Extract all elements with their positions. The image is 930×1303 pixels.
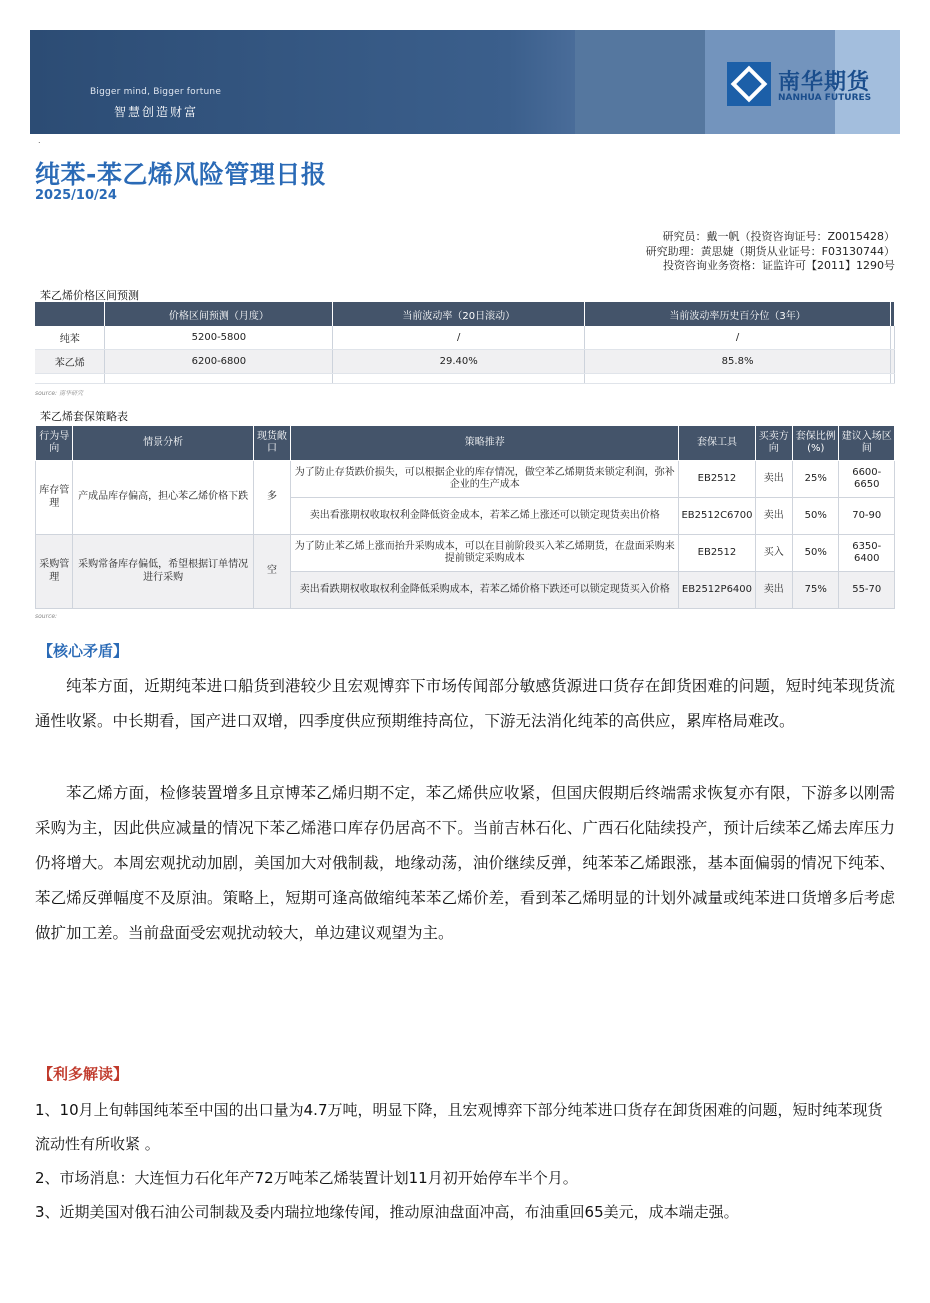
core-paragraph-styrene: 苯乙烯方面，检修装置增多且京博苯乙烯归期不定，苯乙烯供应收紧，但国庆假期后终端需求恢复亦有限，下游多以刚需采购为主，因此供应减量的情况下苯乙烯港口库存仍居高不下。当前吉林石化、广西石化陆续投产，预计后续苯乙烯去库压力仍将增大。本周宏观扰动加剧，美国加大对俄制裁，地缘动荡，油价继续反弹，纯苯苯乙烯跟涨，基本面偏弱的情况下纯苯、苯乙烯反弹幅度不及原油。策略上，短期可逢高做缩纯苯苯乙烯价差，看到苯乙烯明显的计划外减量或纯苯进口货增多后考虑做扩加工差。当前盘面受宏观扰动较大，单边建议观望为主。 [35,784,895,942]
column-header [35,302,105,326]
column-header: 当前波动率（20日滚动） [333,302,585,326]
price-forecast-table [35,302,895,384]
table-cell: 6350-6400 [839,535,895,572]
report-title: 纯苯-苯乙烯风险管理日报 [35,160,327,189]
license-line: 投资咨询业务资格：证监许可【2011】1290号 [663,259,895,272]
bullish-item: 2、市场消息：大连恒力石化年产72万吨苯乙烯装置计划11月初开始停车半个月。 [35,1169,578,1187]
nanhua-logo-icon [727,62,771,106]
column-header: 套保比例(%) [792,426,839,461]
strategy-table-label: 苯乙烯套保策略表 [40,410,128,423]
table-header-row [36,426,895,461]
table-cell: 75% [792,572,839,609]
table-cell: 70-90 [839,498,895,535]
table-header-row [35,302,895,326]
bullish-heading: 【利多解读】 [38,1065,129,1083]
table-cell: 卖出看跌期权收取权利金降低采购成本，若苯乙烯价格下跌还可以锁定现货买入价格 [291,572,679,609]
table-cell: EB2512 [679,461,755,498]
logo-text-chinese: 南华期货 [778,70,871,95]
column-header: 套保工具 [679,426,755,461]
table-cell: 卖出 [755,498,792,535]
bullish-item: 3、近期美国对俄石油公司制裁及委内瑞拉地缘传闻，推动原油盘面冲高，布油重回65美元，成本端走强。 [35,1203,739,1221]
table-cell: 卖出 [755,572,792,609]
table-cell: 6600-6650 [839,461,895,498]
slogan-chinese: 智慧创造财富 [114,105,199,119]
column-header: 策略推荐 [291,426,679,461]
table-cell: 卖出看涨期权收取权利金降低资金成本，若苯乙烯上涨还可以锁定现货卖出价格 [291,498,679,535]
author-info [646,230,895,274]
table-cell: 卖出 [755,461,792,498]
table-cell: 采购管理 [36,535,73,609]
header-banner [30,30,900,134]
table-cell: 产成品库存偏高，担心苯乙烯价格下跌 [73,461,253,535]
table-cell: 55-70 [839,572,895,609]
logo-text-english: NANHUA FUTURES [778,93,872,103]
core-heading: 【核心矛盾】 [38,642,129,660]
column-header: 买卖方向 [755,426,792,461]
table-cell: 6200-6800 [105,350,333,374]
table-cell: 29.40% [333,350,585,374]
column-header: 现货敞口 [253,426,290,461]
slogan-english: Bigger mind, Bigger fortune [90,87,222,97]
bullish-item: 1、10月上旬韩国纯苯至中国的出口量为4.7万吨，明显下降，且宏观博弈下部分纯苯进口货存在卸货困难的问题，短时纯苯现货流动性有所收紧 。 [35,1101,883,1153]
header-dot: . [38,136,41,145]
table-cell: 25% [792,461,839,498]
table-cell: 买入 [755,535,792,572]
table-row [36,535,895,572]
table-cell: 50% [792,535,839,572]
table-cell: 多 [253,461,290,535]
price-table-label: 苯乙烯价格区间预测 [40,289,139,302]
report-date: 2025/10/24 [35,188,117,203]
table-cell: 50% [792,498,839,535]
table-row [35,374,895,384]
strategy-table-source: source: [35,613,58,620]
price-table-source: source: 南华研究 [35,390,83,397]
table-cell: 纯苯 [35,326,105,350]
banner-stripe [575,30,705,134]
column-header: 情景分析 [73,426,253,461]
hedging-strategy-table [35,425,895,609]
column-header: 建议入场区间 [839,426,895,461]
table-cell: / [585,326,891,350]
assistant-line: 研究助理：黄思婕（期货从业证号：F03130744） [645,244,895,258]
column-header: 当前波动率历史百分位（3年） [585,302,891,326]
table-cell: 85.8% [585,350,891,374]
table-row [36,461,895,498]
core-paragraph-benzene: 纯苯方面，近期纯苯进口船货到港较少且宏观博弈下市场传闻部分敏感货源进口货存在卸货困难的问题，短时纯苯现货流通性收紧。中长期看，国产进口双增，四季度供应预期维持高位，下游无法消化纯苯的高供应，累库格局难改。 [35,677,895,730]
table-cell: 苯乙烯 [35,350,105,374]
table-cell: 库存管理 [36,461,73,535]
table-cell: 5200-5800 [105,326,333,350]
table-cell: 采购常备库存偏低，希望根据订单情况进行采购 [73,535,253,609]
table-cell: 为了防止存货跌价损失，可以根据企业的库存情况，做空苯乙烯期货来锁定利润，弥补企业的生产成本 [291,461,679,498]
column-header: 行为导向 [36,426,73,461]
table-cell: / [333,326,585,350]
table-cell: 为了防止苯乙烯上涨而抬升采购成本，可以在目前阶段买入苯乙烯期货，在盘面采购来提前锁定采购成本 [291,535,679,572]
table-cell: EB2512C6700 [679,498,755,535]
table-row [35,326,895,350]
table-row [35,350,895,374]
table-cell: 空 [253,535,290,609]
researcher-line: 研究员：戴一帆（投资咨询证号：Z0015428） [662,230,895,243]
table-cell: EB2512P6400 [679,572,755,609]
column-header: 价格区间预测（月度） [105,302,333,326]
table-cell: EB2512 [679,535,755,572]
